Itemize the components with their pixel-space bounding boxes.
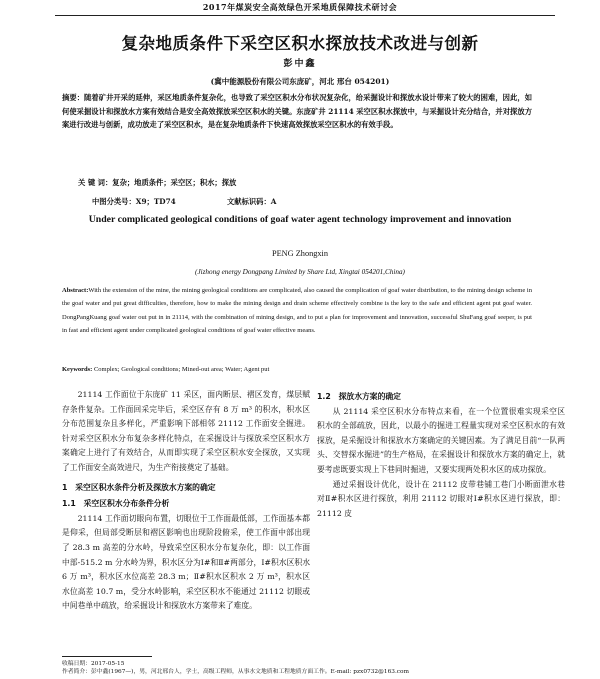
- section-1-2-paragraph-2: 通过采掘设计优化，设计在 21112 皮带巷铺工巷门小断面泄水巷对Ⅱ#积水区进行探放，利用 21112 切眼对Ⅰ#积水区进行探放，即：21112 皮: [317, 479, 565, 518]
- english-abstract-text: With the extension of the mine, the mining geological conditions are complicated, also caused the complication of goaf water distribution, to the mining design scheme in the goaf water and put great difficulties, therefore, how to make the mining design and drain scheme effectively combine is the key to the safe and efficient agent put goaf water. DongPangKuang goaf water out put in in 21114, with the combination of mining design, and to put a plan for improvement and innovation, successful ShuFang goaf seeper, is put in fast and efficient agent under complicated geological conditions of goaf water effective means.: [62, 287, 532, 334]
- footnote-received: 收稿日期：2017-05-15: [62, 661, 125, 667]
- english-abstract: [62, 284, 532, 337]
- keywords-text: 复杂；地质条件；采空区；积水；探放: [112, 178, 237, 187]
- chinese-author: 彭中鑫: [283, 59, 317, 69]
- section-1-heading: 1 采空区积水条件分析及探放水方案的确定: [62, 482, 216, 492]
- abstract-text: 随着矿井开采的延伸，采区地质条件复杂化，也导致了采空区积水分布状况复杂化，给采掘设计和探放水设计带来了较大的困难，因此，如何使采掘设计和探放水方案有效结合是安全高效探放采空区积水的关键。东庞矿井 21114 采空区积水探放中，与采掘设计充分结合，并对探放方案进行改进与创新，成功放走了采空区积水，是在复杂地质条件下快速高效探放采空区积水的有效手段。: [62, 93, 533, 129]
- keywords-label: 关 键 词：: [78, 178, 113, 187]
- chinese-affiliation: (冀中能源股份有限公司东庞矿，河北 邢台 054201): [210, 77, 390, 86]
- running-head: 2017年煤炭安全高效绿色开采地质保障技术研讨会: [202, 2, 398, 12]
- english-keywords-label: Keywords:: [62, 366, 93, 373]
- footnote-rule: [62, 656, 152, 657]
- doc-code-label: 文献标识码：: [226, 197, 271, 206]
- body-column-left: [62, 388, 310, 614]
- chinese-keywords: [78, 178, 538, 188]
- footnote: [62, 660, 542, 676]
- intro-paragraph: 21114 工作面位于东庞矿 11 采区，面内断层、褶区发育，煤层赋存条件复杂。工作面回采完毕后，采空区存有 8 万 m³ 的积水，积水区分布范围复杂且多样化，严重影响下部相邻 21112 工作面安全掘进。针对采空区积水分布复杂多样化特点，在采掘设计与探放采空区积水方案确定上进行了有效结合，从而即实现了采空区积水安全探放，又实现了工作面安全高效进尺，为生产衔接奠定了基础。: [62, 390, 310, 472]
- english-affiliation: (Jizhong energy Dongpang Limited by Share Ltd, Xingtai 054201,China): [195, 268, 405, 276]
- clc-value: X9；TD74: [135, 197, 176, 206]
- doc-code-value: A: [270, 197, 277, 206]
- clc-label: 中图分类号：: [92, 197, 136, 206]
- classification-line: [92, 197, 542, 207]
- english-author: PENG Zhongxin: [271, 249, 328, 258]
- body-column-right: [317, 388, 565, 521]
- english-keywords-text: Complex; Geological conditions; Mined-out area; Water; Agent put: [93, 366, 270, 373]
- chinese-title: 复杂地质条件下采空区积水探放技术改进与创新: [121, 34, 479, 53]
- section-1-2-paragraph: 从 21114 采空区积水分布特点来看，在一个位置很难实现采空区积水的全部疏放，因此，以最小的掘进工程量实现对采空区积水的有效探放，是采掘设计和探放水方案确定的关键因素。为了满足目前“一队两头、交替探水掘进”的生产格局，在采掘设计和探放水方案的确定上，就要考虑既要实现上下巷同时掘进，又要实现两处积水区的成功探放。: [317, 406, 565, 474]
- section-1-1-heading: 1.1 采空区积水分布条件分析: [62, 499, 170, 509]
- english-keywords: [62, 366, 532, 373]
- section-1-1-paragraph: 21114 工作面切眼向布置，切眼位于工作面最低部，工作面基本都是仰采，但局部受断层和褶区影响也出现阶段俯采，使工作面中部出现了 28.3 m 高差的分水岭，导致采空区积水分布复杂化，即：以工作面中部-515.2 m 分水岭为界，积水区分为Ⅰ#和Ⅱ#两部分，Ⅰ#积水区积水 6 万 m³，积水区水位高差 28.3 m；Ⅱ#积水区积水 2 万 m³，积水区水位高差 10.7 m，受分水岭影响，采空区积水不能通过 21112 切眼或中间巷单中疏放，给采掘设计和探放水方案带来了难度。: [62, 513, 310, 611]
- english-abstract-label: Abstract:: [62, 287, 89, 294]
- chinese-abstract: [62, 91, 532, 132]
- section-1-2-heading: 1.2 探放水方案的确定: [317, 392, 401, 401]
- english-title: Under complicated geological conditions of goaf water agent technology improvement and innovation: [88, 214, 512, 225]
- footnote-author-bio: 作者简介：彭中鑫(1967—)，男，河北邢台人，学士，高级工程师，从事水文地质和工程地质方面工作。E-mail: pzx0732@163.com: [62, 669, 410, 675]
- header-rule: [55, 15, 555, 16]
- abstract-label: 摘要：: [62, 93, 85, 102]
